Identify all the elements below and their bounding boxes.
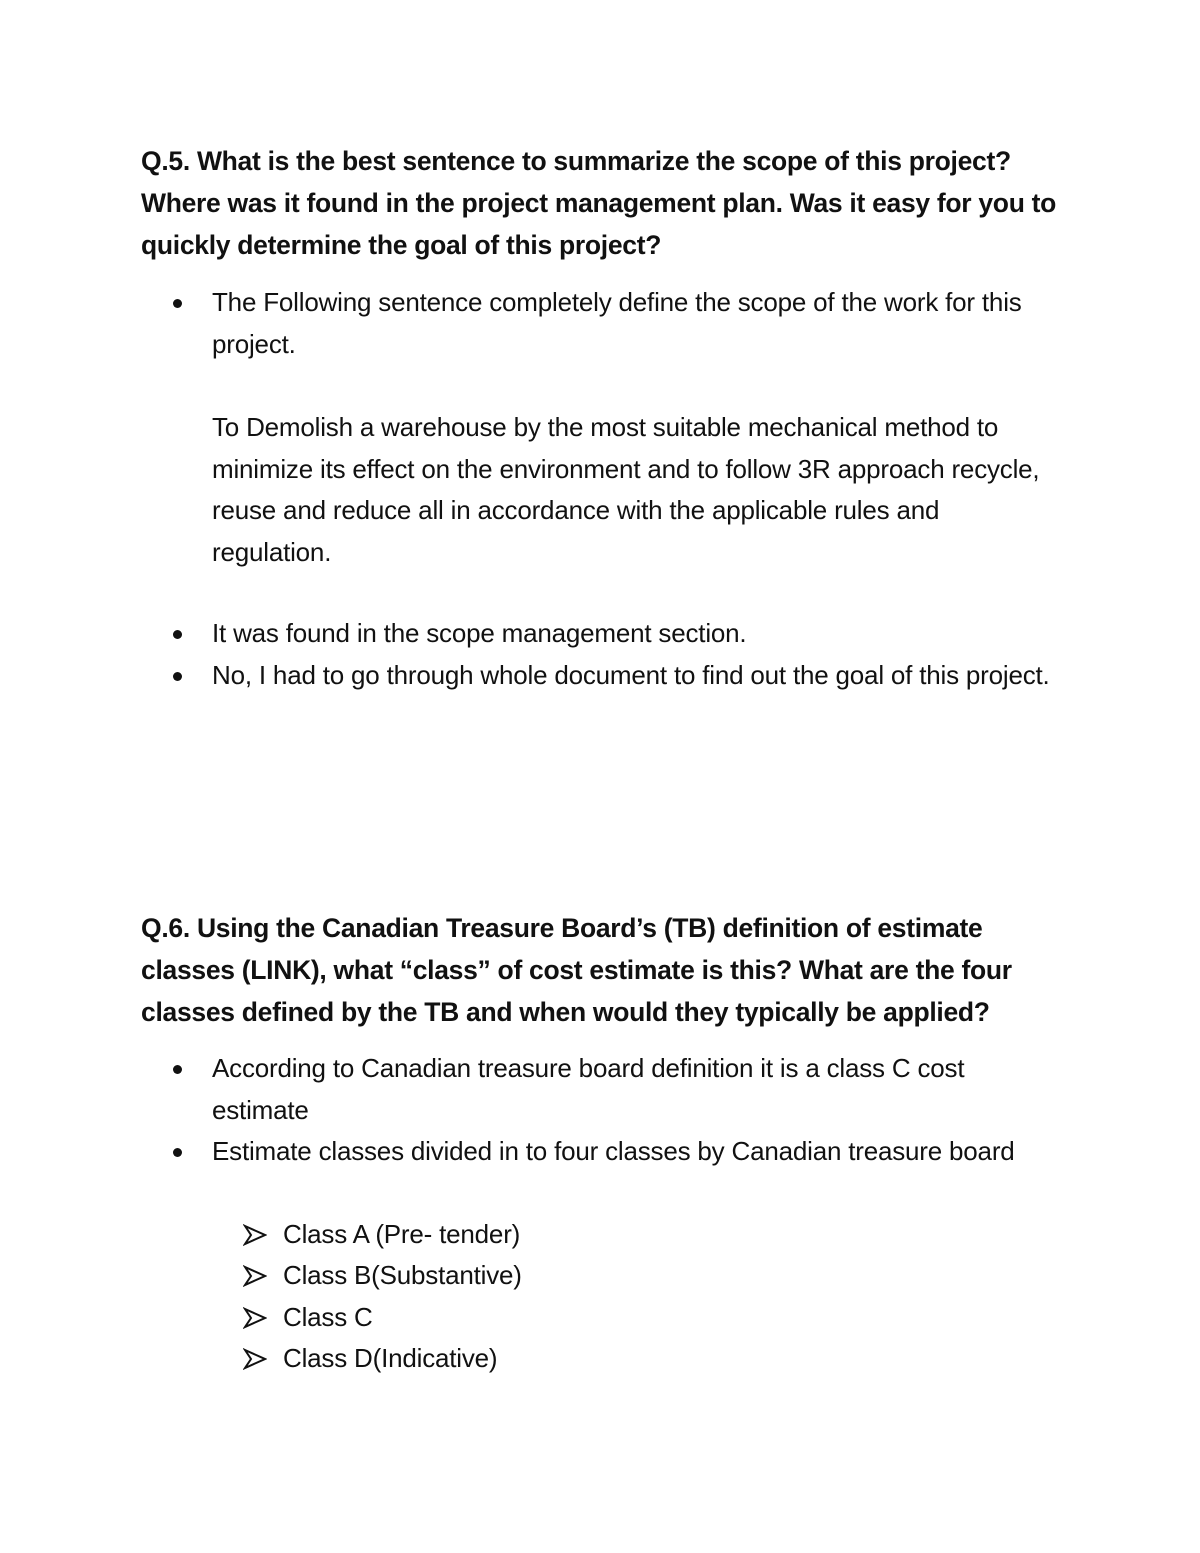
- list-item: [170, 282, 1060, 365]
- estimate-classes-list: [243, 1214, 522, 1379]
- list-item: [170, 1131, 1060, 1173]
- bullet-icon: [173, 1148, 182, 1157]
- estimate-class-label: Class D(Indicative): [283, 1342, 498, 1373]
- arrowhead-bullet-icon: [243, 1265, 267, 1287]
- estimate-class-item: [243, 1255, 522, 1296]
- estimate-class-label: Class B(Substantive): [283, 1260, 522, 1291]
- list-item: [170, 613, 1060, 655]
- estimate-class-item: [243, 1214, 522, 1255]
- q6-answer-classes-intro: Estimate classes divided in to four classes by Canadian treasure board: [212, 1136, 1015, 1166]
- q5-answer-list-continued: [170, 613, 1060, 696]
- arrowhead-bullet-icon: [243, 1348, 267, 1370]
- question-6-heading: Q.6. Using the Canadian Treasure Board’s (TB) definition of estimate classes (LINK), what “class” of cost estimate is this? What are the four classes defined by the TB and when would they typically be applied?: [141, 913, 1012, 1027]
- question-5-heading: Q.5. What is the best sentence to summarize the scope of this project? Where was it found in the project management plan. Was it easy for you to quickly determine the goal of this project?: [141, 146, 1057, 260]
- list-item: [170, 1048, 1060, 1131]
- arrowhead-bullet-icon: [243, 1224, 267, 1246]
- bullet-icon: [173, 1065, 182, 1074]
- q5-answer-location: It was found in the scope management section.: [212, 618, 747, 648]
- bullet-icon: [173, 672, 182, 681]
- estimate-class-label: Class C: [283, 1301, 373, 1332]
- scope-statement: To Demolish a warehouse by the most suitable mechanical method to minimize its effect on the environment and to follow 3R approach recycle, reuse and reduce all in accordance with the applicable rules and regulation.: [212, 412, 1040, 567]
- q5-answer-scope-intro: The Following sentence completely define the scope of the work for this project.: [212, 287, 1022, 359]
- bullet-icon: [173, 299, 182, 308]
- arrowhead-bullet-icon: [243, 1307, 267, 1329]
- list-item: [170, 655, 1060, 697]
- bullet-icon: [173, 630, 182, 639]
- estimate-class-item: [243, 1297, 522, 1338]
- q5-answer-list: [170, 282, 1060, 365]
- estimate-class-item: [243, 1338, 522, 1379]
- q6-answer-class: According to Canadian treasure board definition it is a class C cost estimate: [212, 1053, 965, 1125]
- q5-answer-ease: No, I had to go through whole document to find out the goal of this project.: [212, 659, 1050, 690]
- q6-answer-list: [170, 1048, 1060, 1173]
- estimate-class-label: Class A (Pre- tender): [283, 1219, 521, 1249]
